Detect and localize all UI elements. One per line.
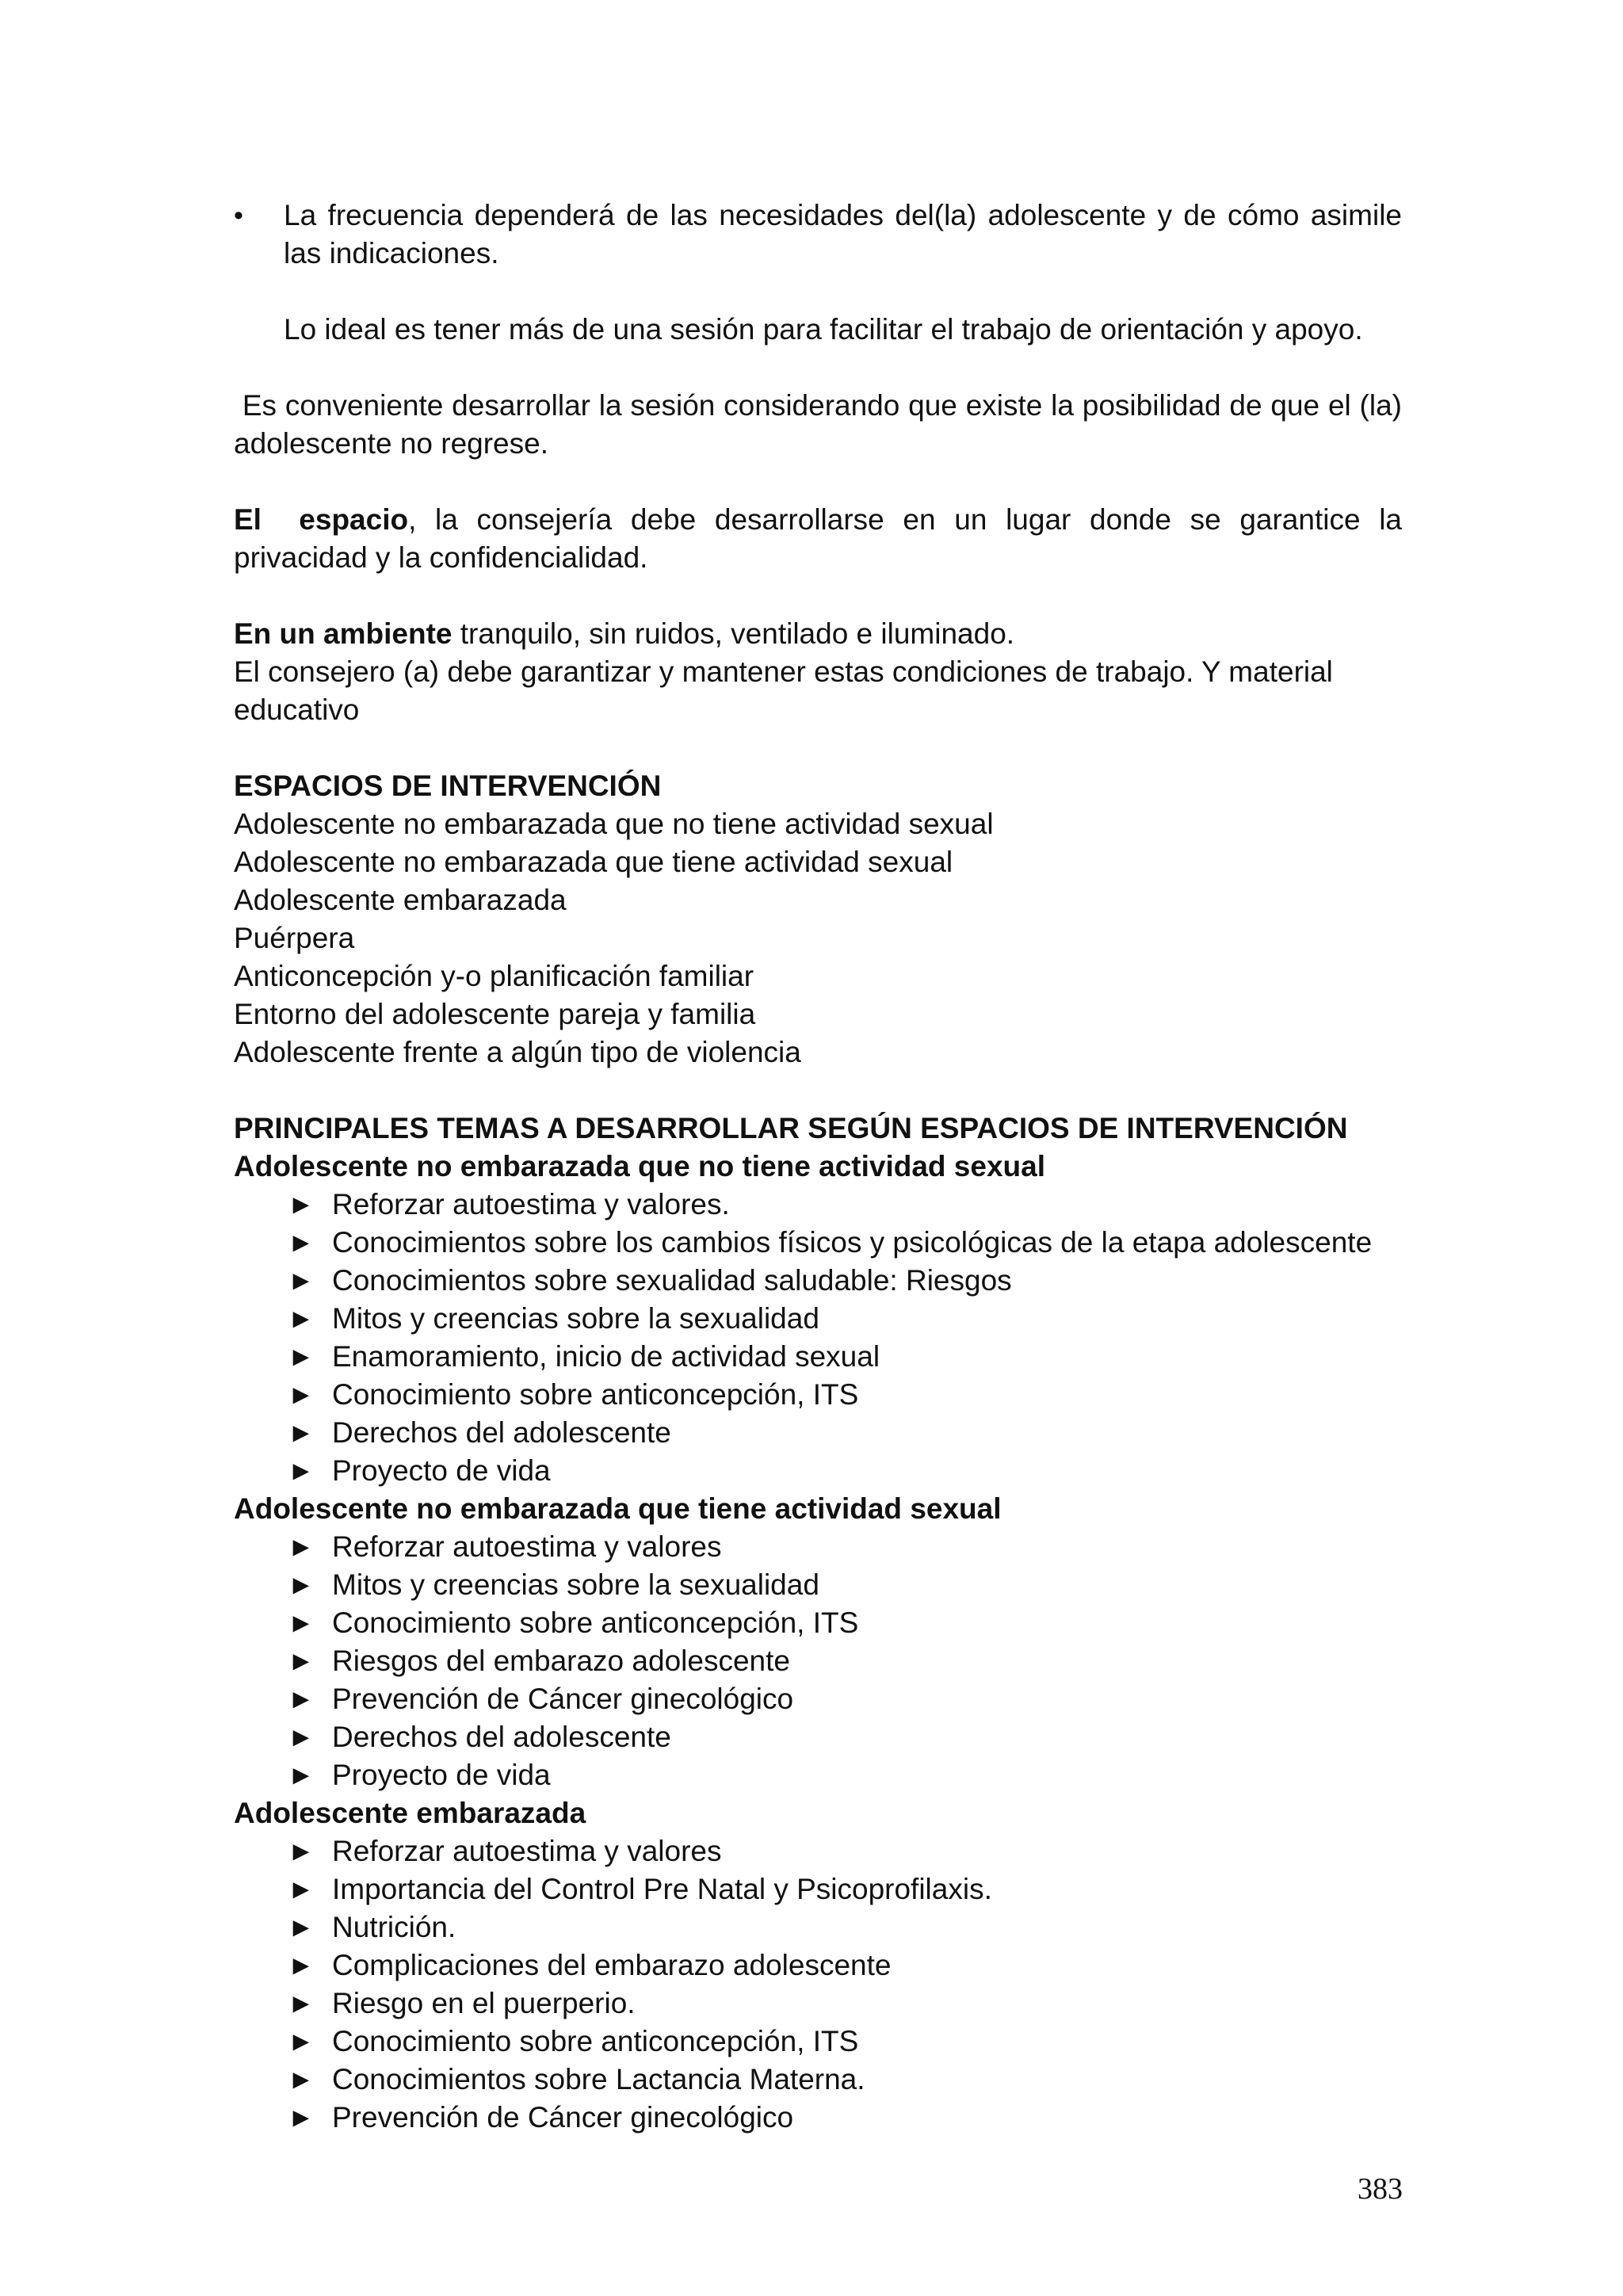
environment-text: tranquilo, sin ruidos, ventilado e iluminado. xyxy=(452,617,1015,650)
topic-item-text: Prevención de Cáncer ginecológico xyxy=(332,1683,794,1715)
topic-list-item xyxy=(234,1452,1402,1490)
topic-item-text: Mitos y creencias sobre la sexualidad xyxy=(332,1568,819,1601)
triangle-bullet-icon: ► xyxy=(288,1380,315,1410)
topic-list-item xyxy=(234,1262,1402,1300)
triangle-bullet-icon: ► xyxy=(288,2103,315,2133)
frequency-text: La frecuencia dependerá de las necesidades del(la) adolescente y de cómo asimile las indicaciones. xyxy=(284,199,1402,269)
intervention-spaces-heading: ESPACIOS DE INTERVENCIÓN xyxy=(234,770,662,802)
topic-list-item xyxy=(234,1642,1402,1680)
triangle-bullet-icon: ► xyxy=(288,1684,315,1714)
topic-list-item xyxy=(234,1224,1402,1262)
topic-list xyxy=(234,1186,1402,1490)
triangle-bullet-icon: ► xyxy=(288,1190,315,1220)
environment-line-2: El consejero (a) debe garantizar y mantener estas condiciones de trabajo. Y material educativo xyxy=(234,655,1333,726)
topic-item-text: Riesgo en el puerperio. xyxy=(332,1987,636,2019)
topic-list-item xyxy=(234,2023,1402,2061)
ideal-paragraph: Lo ideal es tener más de una sesión para facilitar el trabajo de orientación y apoyo. xyxy=(284,313,1363,346)
intervention-space-item: Adolescente no embarazada que tiene actividad sexual xyxy=(234,846,953,878)
topic-list-item xyxy=(234,1946,1402,1985)
topic-list-item xyxy=(234,2061,1402,2099)
topic-section-title: Adolescente embarazada xyxy=(234,1797,586,1829)
topic-item-text: Conocimientos sobre Lactancia Materna. xyxy=(332,2063,865,2095)
topic-item-text: Reforzar autoestima y valores xyxy=(332,1530,722,1563)
topic-item-text: Proyecto de vida xyxy=(332,1454,551,1487)
topic-item-text: Derechos del adolescente xyxy=(332,1416,671,1449)
topic-item-text: Importancia del Control Pre Natal y Psicoprofilaxis. xyxy=(332,1873,992,1905)
topic-list-item xyxy=(234,1566,1402,1604)
topic-item-text: Mitos y creencias sobre la sexualidad xyxy=(332,1302,819,1335)
main-topics-heading: PRINCIPALES TEMAS A DESARROLLAR SEGÚN ESPACIOS DE INTERVENCIÓN xyxy=(234,1112,1348,1144)
space-bold-label: El espacio xyxy=(234,503,409,536)
environment-bold-label: En un ambiente xyxy=(234,617,453,650)
topic-item-text: Prevención de Cáncer ginecológico xyxy=(332,2101,794,2134)
topic-item-text: Conocimiento sobre anticoncepción, ITS xyxy=(332,1378,859,1411)
triangle-bullet-icon: ► xyxy=(288,2065,315,2095)
topic-list-item xyxy=(234,1756,1402,1794)
topic-item-text: Derechos del adolescente xyxy=(332,1721,671,1753)
topic-list-item xyxy=(234,1604,1402,1642)
triangle-bullet-icon: ► xyxy=(288,1836,315,1866)
intervention-space-item: Adolescente no embarazada que no tiene actividad sexual xyxy=(234,808,994,840)
intervention-spaces-section xyxy=(234,767,1402,1072)
space-text: , la consejería debe desarrollarse en un lugar donde se garantice la privacidad y la confidencialidad. xyxy=(234,503,1402,574)
page-number: 383 xyxy=(1358,2172,1403,2206)
triangle-bullet-icon: ► xyxy=(288,1988,315,2019)
topic-item-text: Reforzar autoestima y valores xyxy=(332,1835,722,1867)
triangle-bullet-icon: ► xyxy=(288,1228,315,1258)
main-topics-section xyxy=(234,1110,1402,2137)
triangle-bullet-icon: ► xyxy=(288,1722,315,1752)
environment-paragraph xyxy=(234,615,1402,729)
triangle-bullet-icon: ► xyxy=(288,1570,315,1600)
topic-list-item xyxy=(234,1985,1402,2023)
topic-list-item xyxy=(234,1528,1402,1566)
triangle-bullet-icon: ► xyxy=(288,1342,315,1372)
triangle-bullet-icon: ► xyxy=(288,1912,315,1943)
triangle-bullet-icon: ► xyxy=(288,1646,315,1676)
frequency-paragraph xyxy=(234,197,1402,273)
topic-item-text: Enamoramiento, inicio de actividad sexual xyxy=(332,1340,880,1373)
topic-list-item xyxy=(234,1680,1402,1718)
triangle-bullet-icon: ► xyxy=(288,1874,315,1904)
topic-list-item xyxy=(234,1376,1402,1414)
intervention-space-item: Anticoncepción y-o planificación familiar xyxy=(234,960,754,992)
topic-item-text: Reforzar autoestima y valores. xyxy=(332,1188,730,1221)
topic-list-item xyxy=(234,1832,1402,1870)
topic-list-item xyxy=(234,2099,1402,2137)
topic-item-text: Complicaciones del embarazo adolescente xyxy=(332,1949,892,1981)
topic-item-text: Nutrición. xyxy=(332,1911,456,1943)
intervention-space-item: Puérpera xyxy=(234,922,355,954)
intervention-spaces-list xyxy=(234,805,1402,1072)
topic-item-text: Proyecto de vida xyxy=(332,1759,551,1791)
topic-list-item xyxy=(234,1908,1402,1946)
triangle-bullet-icon: ► xyxy=(288,1760,315,1790)
triangle-bullet-icon: ► xyxy=(288,1266,315,1296)
triangle-bullet-icon: ► xyxy=(288,1532,315,1562)
topic-list xyxy=(234,1832,1402,2137)
triangle-bullet-icon: ► xyxy=(288,1950,315,1981)
topic-list-item xyxy=(234,1870,1402,1908)
topic-list-item xyxy=(234,1414,1402,1452)
intervention-space-item: Adolescente embarazada xyxy=(234,884,567,916)
topic-item-text: Conocimiento sobre anticoncepción, ITS xyxy=(332,2025,859,2057)
topic-list-item xyxy=(234,1718,1402,1756)
triangle-bullet-icon: ► xyxy=(288,1418,315,1448)
topic-item-text: Conocimientos sobre sexualidad saludable: Riesgos xyxy=(332,1264,1012,1297)
intervention-space-item: Entorno del adolescente pareja y familia xyxy=(234,998,756,1030)
topic-list-item xyxy=(234,1338,1402,1376)
triangle-bullet-icon: ► xyxy=(288,1304,315,1334)
space-paragraph xyxy=(234,501,1402,577)
environment-line-1 xyxy=(234,615,1402,653)
bullet-dot-icon: • xyxy=(234,201,243,231)
intervention-space-item: Adolescente frente a algún tipo de violencia xyxy=(234,1036,801,1068)
triangle-bullet-icon: ► xyxy=(288,1608,315,1638)
topic-item-text: Riesgos del embarazo adolescente xyxy=(332,1645,790,1677)
topics-container xyxy=(234,1148,1402,2137)
topic-section-title: Adolescente no embarazada que tiene actividad sexual xyxy=(234,1492,1002,1525)
topic-list xyxy=(234,1528,1402,1794)
topic-item-text: Conocimiento sobre anticoncepción, ITS xyxy=(332,1606,859,1639)
topic-section-title: Adolescente no embarazada que no tiene actividad sexual xyxy=(234,1150,1045,1182)
topic-list-item xyxy=(234,1186,1402,1224)
topic-item-text: Conocimientos sobre los cambios físicos y psicológicas de la etapa adolescente xyxy=(332,1226,1373,1259)
convenient-paragraph: Es conveniente desarrollar la sesión considerando que existe la posibilidad de que el (la) adolescente no regrese. xyxy=(234,389,1411,460)
triangle-bullet-icon: ► xyxy=(288,1456,315,1486)
document-page xyxy=(234,197,1411,2137)
triangle-bullet-icon: ► xyxy=(288,2027,315,2057)
topic-list-item xyxy=(234,1300,1402,1338)
